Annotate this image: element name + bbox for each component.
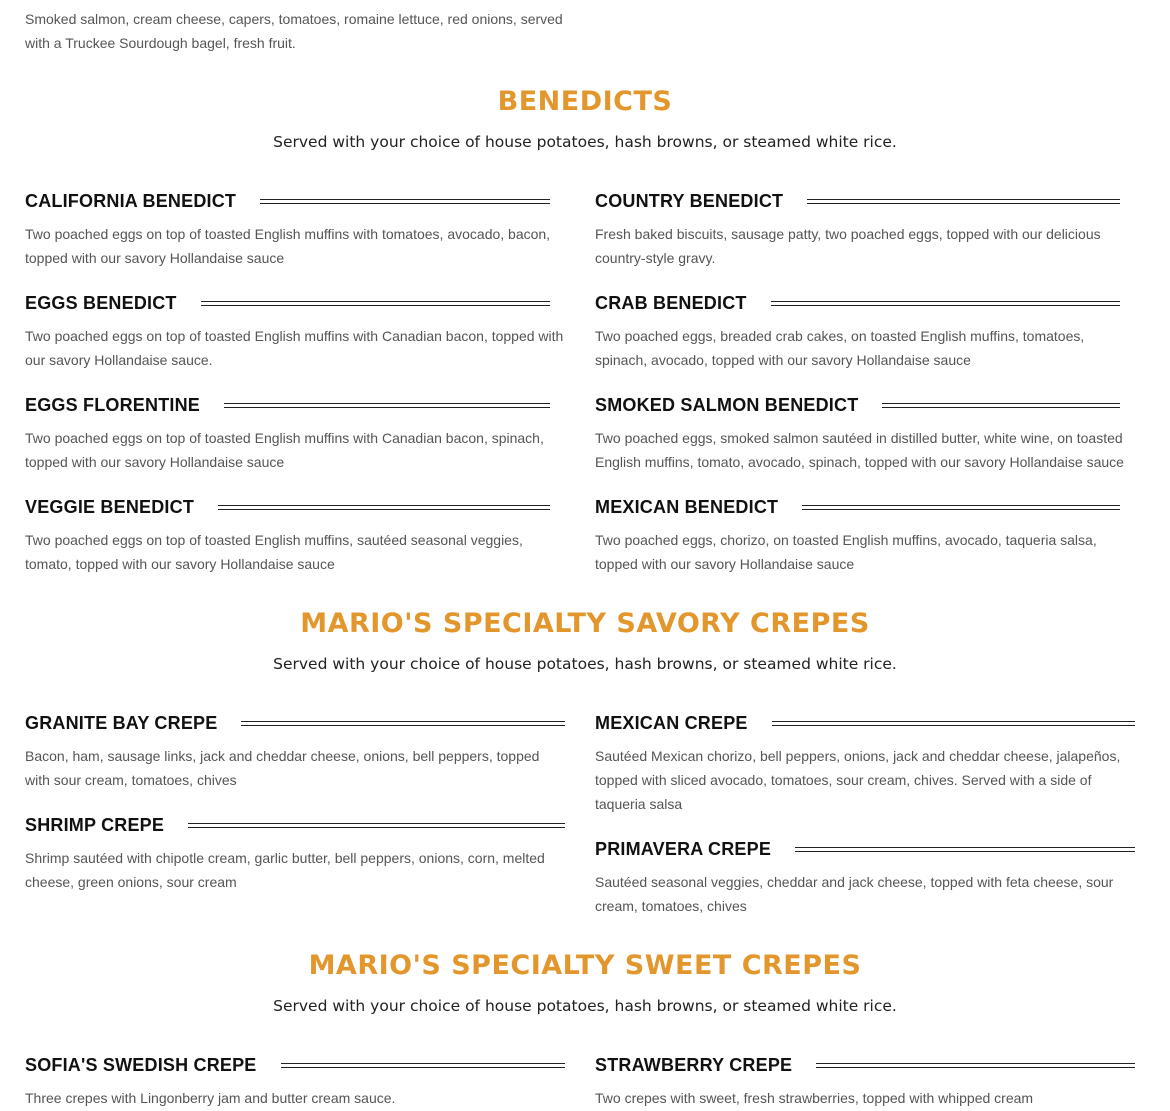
item-description: Sautéed seasonal veggies, cheddar and jack cheese, topped with feta cheese, sour cream, tomatoes, chives (595, 874, 1114, 914)
item-description: Two poached eggs, chorizo, on toasted English muffins, avocado, taqueria salsa, topped with our savory Hollandaise sauce (595, 532, 1097, 572)
item-name: PRIMAVERA CREPE (595, 838, 772, 859)
item-divider (772, 721, 1135, 726)
item-description: Two poached eggs on top of toasted English muffins with tomatoes, avocado, bacon, topped with our savory Hollandaise sauce (25, 226, 551, 266)
menu-item-crab-benedict (595, 291, 1120, 372)
section-title-savory-crepes: MARIO'S SPECIALTY SAVORY CREPES (300, 608, 870, 639)
item-name: COUNTRY BENEDICT (595, 190, 784, 211)
menu-item-mexican-benedict (595, 495, 1120, 576)
item-divider (795, 847, 1135, 852)
item-description: Fresh baked biscuits, sausage patty, two poached eggs, topped with our delicious country-style gravy. (595, 226, 1101, 266)
item-divider (201, 301, 550, 306)
item-description: Two poached eggs on top of toasted English muffins, sautéed seasonal veggies, tomato, topped with our savory Hollandaise sauce (25, 532, 523, 572)
menu-item-country-benedict (595, 189, 1120, 270)
item-divider (802, 505, 1120, 510)
item-name: SHRIMP CREPE (25, 814, 165, 835)
item-divider (224, 403, 550, 408)
item-name: MEXICAN BENEDICT (595, 496, 779, 517)
item-description: Two poached eggs, breaded crab cakes, on toasted English muffins, tomatoes, spinach, avocado, topped with our savory Hollandaise sauce (595, 328, 1085, 368)
item-description: Shrimp sautéed with chipotle cream, garlic butter, bell peppers, onions, corn, melted cheese, green onions, sour cream (25, 850, 545, 890)
item-description: Two crepes with sweet, fresh strawberries, topped with whipped cream (595, 1090, 1034, 1106)
sweet-crepes-header (0, 948, 1170, 1018)
section-title-benedicts: BENEDICTS (497, 86, 673, 117)
menu-item-primavera-crepe (595, 837, 1135, 918)
menu-item-strawberry-crepe (595, 1053, 1135, 1110)
item-name: CALIFORNIA BENEDICT (25, 190, 237, 211)
item-name: GRANITE BAY CREPE (25, 712, 218, 733)
menu-item-smoked-salmon-benedict (595, 393, 1124, 474)
menu-item-eggs-florentine (25, 393, 550, 474)
item-divider (807, 199, 1120, 204)
item-name: MEXICAN CREPE (595, 712, 748, 733)
item-name: EGGS BENEDICT (25, 292, 177, 313)
savory-crepes-header (0, 606, 1170, 676)
item-name: EGGS FLORENTINE (25, 394, 201, 415)
item-name: STRAWBERRY CREPE (595, 1054, 793, 1075)
item-description: Two poached eggs on top of toasted English muffins with Canadian bacon, topped with our savory Hollandaise sauce. (25, 328, 564, 368)
section-subtitle-benedicts: Served with your choice of house potatoes, hash browns, or steamed white rice. (273, 133, 897, 151)
item-name: VEGGIE BENEDICT (25, 496, 195, 517)
item-name: SMOKED SALMON BENEDICT (595, 394, 859, 415)
section-title-sweet-crepes: MARIO'S SPECIALTY SWEET CREPES (308, 950, 862, 981)
item-name: CRAB BENEDICT (595, 292, 747, 313)
item-divider (816, 1063, 1135, 1068)
menu-item-veggie-benedict (25, 495, 550, 576)
menu-item-sofias-swedish-crepe (25, 1053, 565, 1110)
item-description: Two poached eggs, smoked salmon sautéed in distilled butter, white wine, on toasted English muffins, tomato, avocado, spinach, topped with our savory Hollandaise sauce (595, 430, 1124, 470)
menu-item-california-benedict (25, 189, 550, 270)
item-name: SOFIA'S SWEDISH CREPE (25, 1054, 257, 1075)
item-divider (188, 823, 565, 828)
item-description: Three crepes with Lingonberry jam and butter cream sauce. (25, 1090, 396, 1106)
item-divider (771, 301, 1120, 306)
item-description: Two poached eggs on top of toasted English muffins with Canadian bacon, spinach, topped with our savory Hollandaise sauce (25, 430, 544, 470)
menu-item-granite-bay-crepe (25, 711, 565, 792)
item-description: Bacon, ham, sausage links, jack and cheddar cheese, onions, bell peppers, topped with sour cream, tomatoes, chives (25, 748, 540, 788)
menu-item-shrimp-crepe (25, 813, 565, 894)
menu-item-eggs-benedict (25, 291, 564, 372)
section-subtitle-savory-crepes: Served with your choice of house potatoes, hash browns, or steamed white rice. (273, 655, 897, 673)
item-divider (218, 505, 550, 510)
item-divider (882, 403, 1120, 408)
menu-item-mexican-crepe (595, 711, 1135, 816)
benedicts-header (0, 84, 1170, 154)
item-divider (281, 1063, 565, 1068)
item-divider (241, 721, 565, 726)
section-subtitle-sweet-crepes: Served with your choice of house potatoes, hash browns, or steamed white rice. (273, 997, 897, 1015)
item-description: Sautéed Mexican chorizo, bell peppers, onions, jack and cheddar cheese, jalapeños, topped with sliced avocado, tomatoes, sour cream, chives. Served with a side of taqueria salsa (595, 748, 1121, 812)
item-divider (260, 199, 550, 204)
intro-description: Smoked salmon, cream cheese, capers, tomatoes, romaine lettuce, red onions, served with a Truckee Sourdough bagel, fresh fruit. (25, 11, 563, 51)
